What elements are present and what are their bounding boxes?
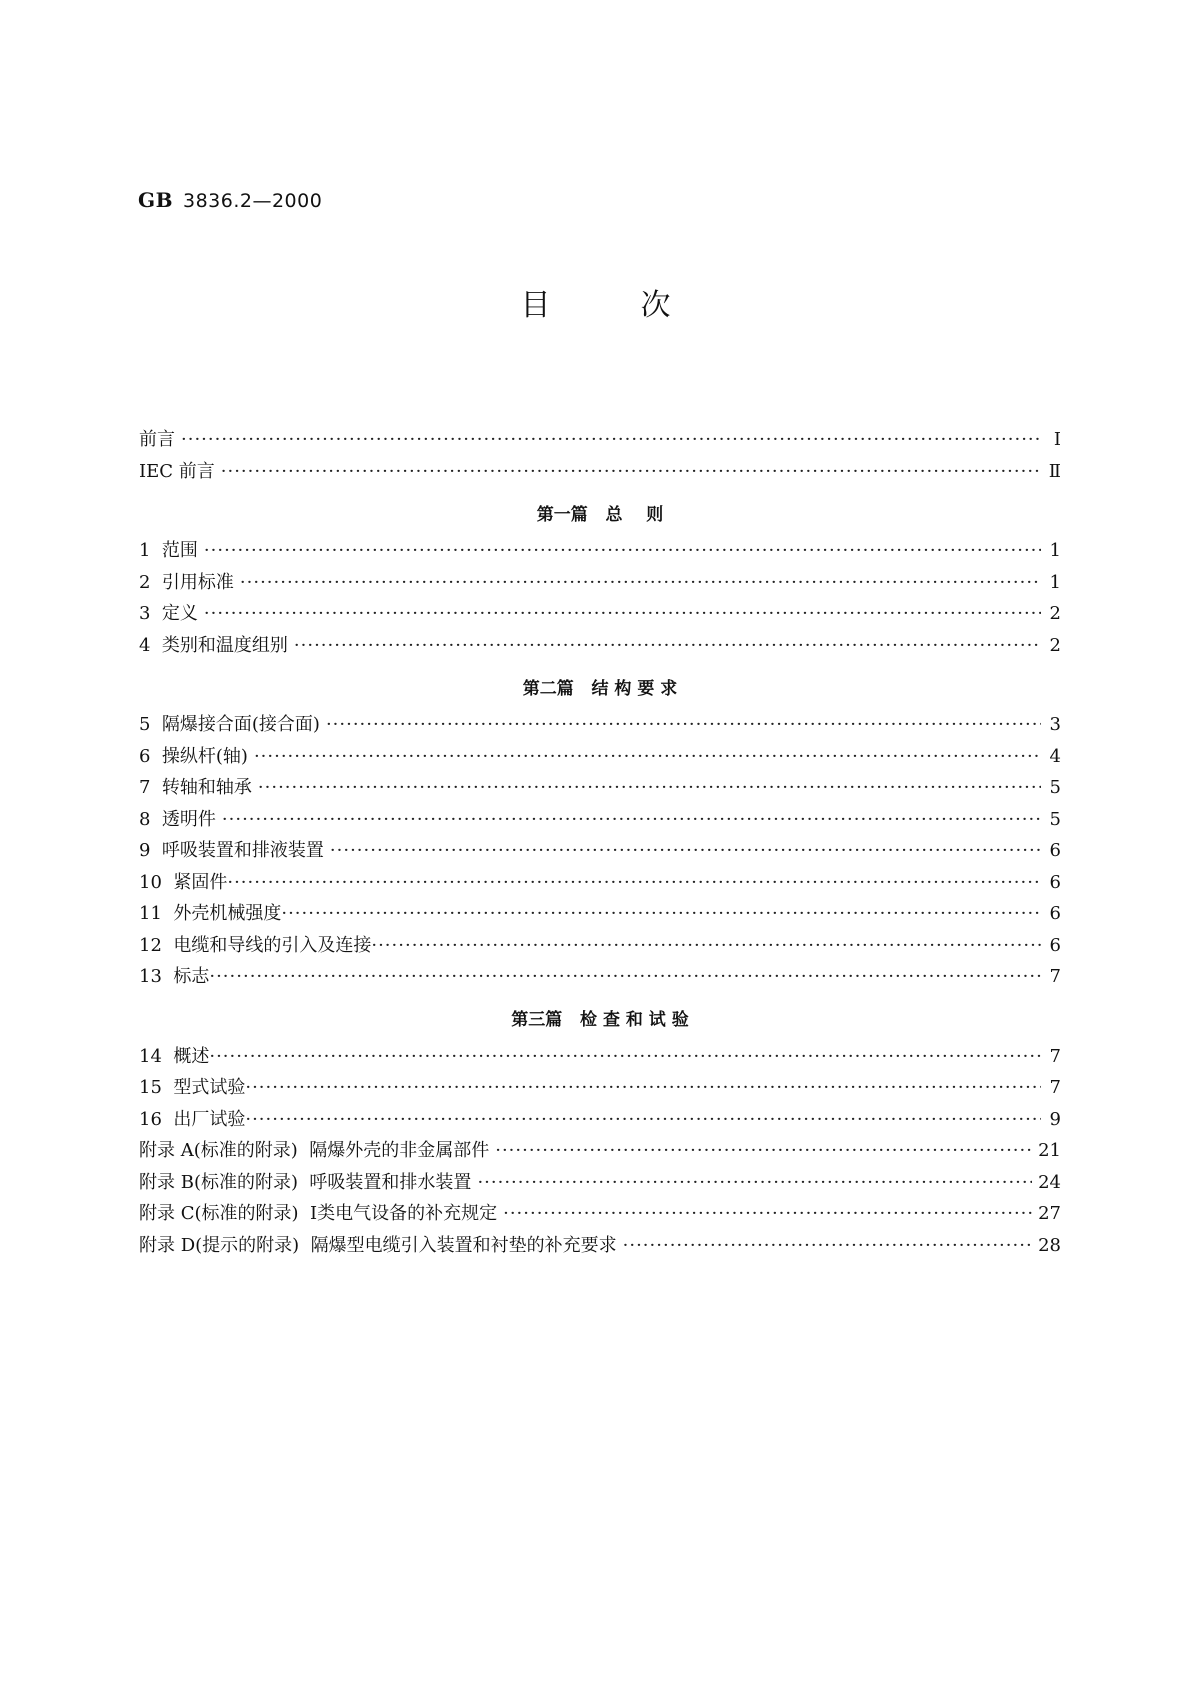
toc-entry[interactable]: [139, 773, 1061, 805]
toc-entry[interactable]: [139, 1073, 1061, 1105]
leader-dots: [330, 840, 1041, 861]
toc-entry[interactable]: [139, 536, 1061, 568]
standard-number: 3836.2—2000: [182, 190, 323, 212]
leader-dots: [258, 777, 1041, 798]
leader-dots: [294, 635, 1041, 656]
toc-entry[interactable]: [139, 805, 1061, 837]
leader-dots: [503, 1203, 1032, 1224]
leader-dots: [281, 903, 1041, 924]
toc-entry[interactable]: [139, 1042, 1061, 1074]
leader-dots: [204, 540, 1041, 561]
toc-entry-page: 1: [1049, 540, 1061, 561]
toc-entry-annex-c[interactable]: [139, 1199, 1061, 1231]
toc-entry-label: 12 电缆和导线的引入及连接: [139, 934, 372, 956]
toc-entry[interactable]: [139, 631, 1061, 663]
toc-entry-label: 7 转轴和轴承: [139, 777, 252, 798]
toc-entry-page: 21: [1038, 1140, 1061, 1161]
leader-dots: [209, 966, 1041, 987]
toc-entry-page: 6: [1049, 840, 1061, 861]
toc-entry-page: 5: [1049, 777, 1061, 798]
toc-entry-page: 1: [1049, 571, 1061, 593]
leader-dots: [254, 746, 1041, 767]
toc-entry-label: 13 标志: [139, 966, 210, 987]
toc-entry[interactable]: [139, 868, 1061, 900]
toc-entry-label: 附录 C(标准的附录) Ⅰ类电气设备的补充规定: [139, 1203, 498, 1224]
toc-entry[interactable]: [139, 742, 1061, 774]
toc-entry-page: Ⅰ: [1053, 429, 1061, 450]
toc-entry-foreword[interactable]: [139, 425, 1061, 457]
leader-dots: [245, 1109, 1041, 1130]
part-heading: 第三篇 检 查 和 试 验: [511, 1010, 689, 1030]
toc-entry[interactable]: [139, 962, 1061, 994]
leader-dots: [181, 429, 1041, 450]
toc-entry-label: 前言: [139, 429, 175, 450]
toc-entry-label: 15 型式试验: [139, 1077, 246, 1098]
toc-entry-iec-foreword[interactable]: [139, 457, 1061, 489]
leader-dots: [221, 461, 1041, 482]
toc-entry[interactable]: [139, 568, 1061, 600]
page-title: 目次: [520, 288, 761, 323]
leader-dots: [209, 1046, 1041, 1067]
toc-entry-page: 6: [1049, 934, 1061, 956]
toc-entry-page: 6: [1049, 871, 1061, 893]
toc-entry-label: 3 定义: [139, 603, 198, 624]
standard-prefix: GB: [138, 188, 173, 212]
toc-entry-label: 附录 A(标准的附录) 隔爆外壳的非金属部件: [139, 1140, 490, 1161]
toc-entry-annex-b[interactable]: [139, 1168, 1061, 1200]
toc-entry-page: 24: [1038, 1171, 1061, 1193]
toc-entry-page: 9: [1049, 1108, 1061, 1130]
toc-entry-page: 3: [1049, 714, 1061, 735]
leader-dots: [477, 1172, 1032, 1193]
toc-entry-label: 11 外壳机械强度: [139, 903, 282, 924]
toc-entry[interactable]: [139, 836, 1061, 868]
toc-entry[interactable]: [139, 710, 1061, 742]
leader-dots: [245, 1077, 1041, 1098]
toc-entry-label: 6 操纵杆(轴): [139, 745, 248, 767]
toc-entry-page: 2: [1049, 634, 1061, 656]
table-of-contents: [139, 425, 1061, 1262]
toc-entry[interactable]: [139, 599, 1061, 631]
toc-entry-label: 附录 D(提示的附录) 隔爆型电缆引入装置和衬垫的补充要求: [139, 1234, 617, 1256]
toc-entry-label: 1 范围: [139, 540, 198, 561]
toc-entry[interactable]: [139, 1105, 1061, 1137]
toc-entry-label: 14 概述: [139, 1045, 210, 1067]
toc-entry-page: 6: [1049, 903, 1061, 924]
toc-entry-label: 4 类别和温度组别: [139, 634, 288, 656]
toc-entry-page: Ⅱ: [1048, 460, 1061, 482]
toc-entry-label: 5 隔爆接合面(接合面): [139, 714, 320, 735]
leader-dots: [204, 603, 1041, 624]
toc-entry-page: 5: [1049, 808, 1061, 830]
toc-entry-page: 7: [1049, 966, 1061, 987]
toc-entry[interactable]: [139, 931, 1061, 963]
toc-entry-label: 9 呼吸装置和排液装置: [139, 840, 324, 861]
toc-entry-annex-a[interactable]: [139, 1136, 1061, 1168]
leader-dots: [222, 809, 1041, 830]
toc-entry-page: 4: [1049, 745, 1061, 767]
leader-dots: [240, 572, 1041, 593]
toc-entry-page: 27: [1038, 1203, 1061, 1224]
toc-entry-annex-d[interactable]: [139, 1231, 1061, 1263]
toc-entry[interactable]: [139, 899, 1061, 931]
part-heading: 第一篇 总 则: [536, 504, 664, 525]
leader-dots: [326, 714, 1041, 735]
leader-dots: [623, 1235, 1032, 1256]
toc-entry-page: 2: [1049, 603, 1061, 624]
toc-entry-page: 7: [1049, 1045, 1061, 1067]
toc-entry-page: 28: [1038, 1234, 1061, 1256]
toc-entry-label: 附录 B(标准的附录) 呼吸装置和排水装置: [139, 1171, 472, 1193]
toc-entry-label: 16 出厂试验: [139, 1108, 246, 1130]
toc-entry-label: 2 引用标准: [139, 571, 234, 593]
toc-entry-label: IEC 前言: [139, 460, 215, 482]
part-heading: 第二篇 结 构 要 求: [522, 678, 678, 699]
toc-entry-label: 8 透明件: [139, 808, 216, 830]
toc-entry-page: 7: [1049, 1077, 1061, 1098]
standard-code: [138, 188, 322, 212]
leader-dots: [227, 872, 1041, 893]
toc-entry-label: 10 紧固件: [139, 871, 228, 893]
leader-dots: [495, 1140, 1032, 1161]
leader-dots: [371, 935, 1041, 956]
